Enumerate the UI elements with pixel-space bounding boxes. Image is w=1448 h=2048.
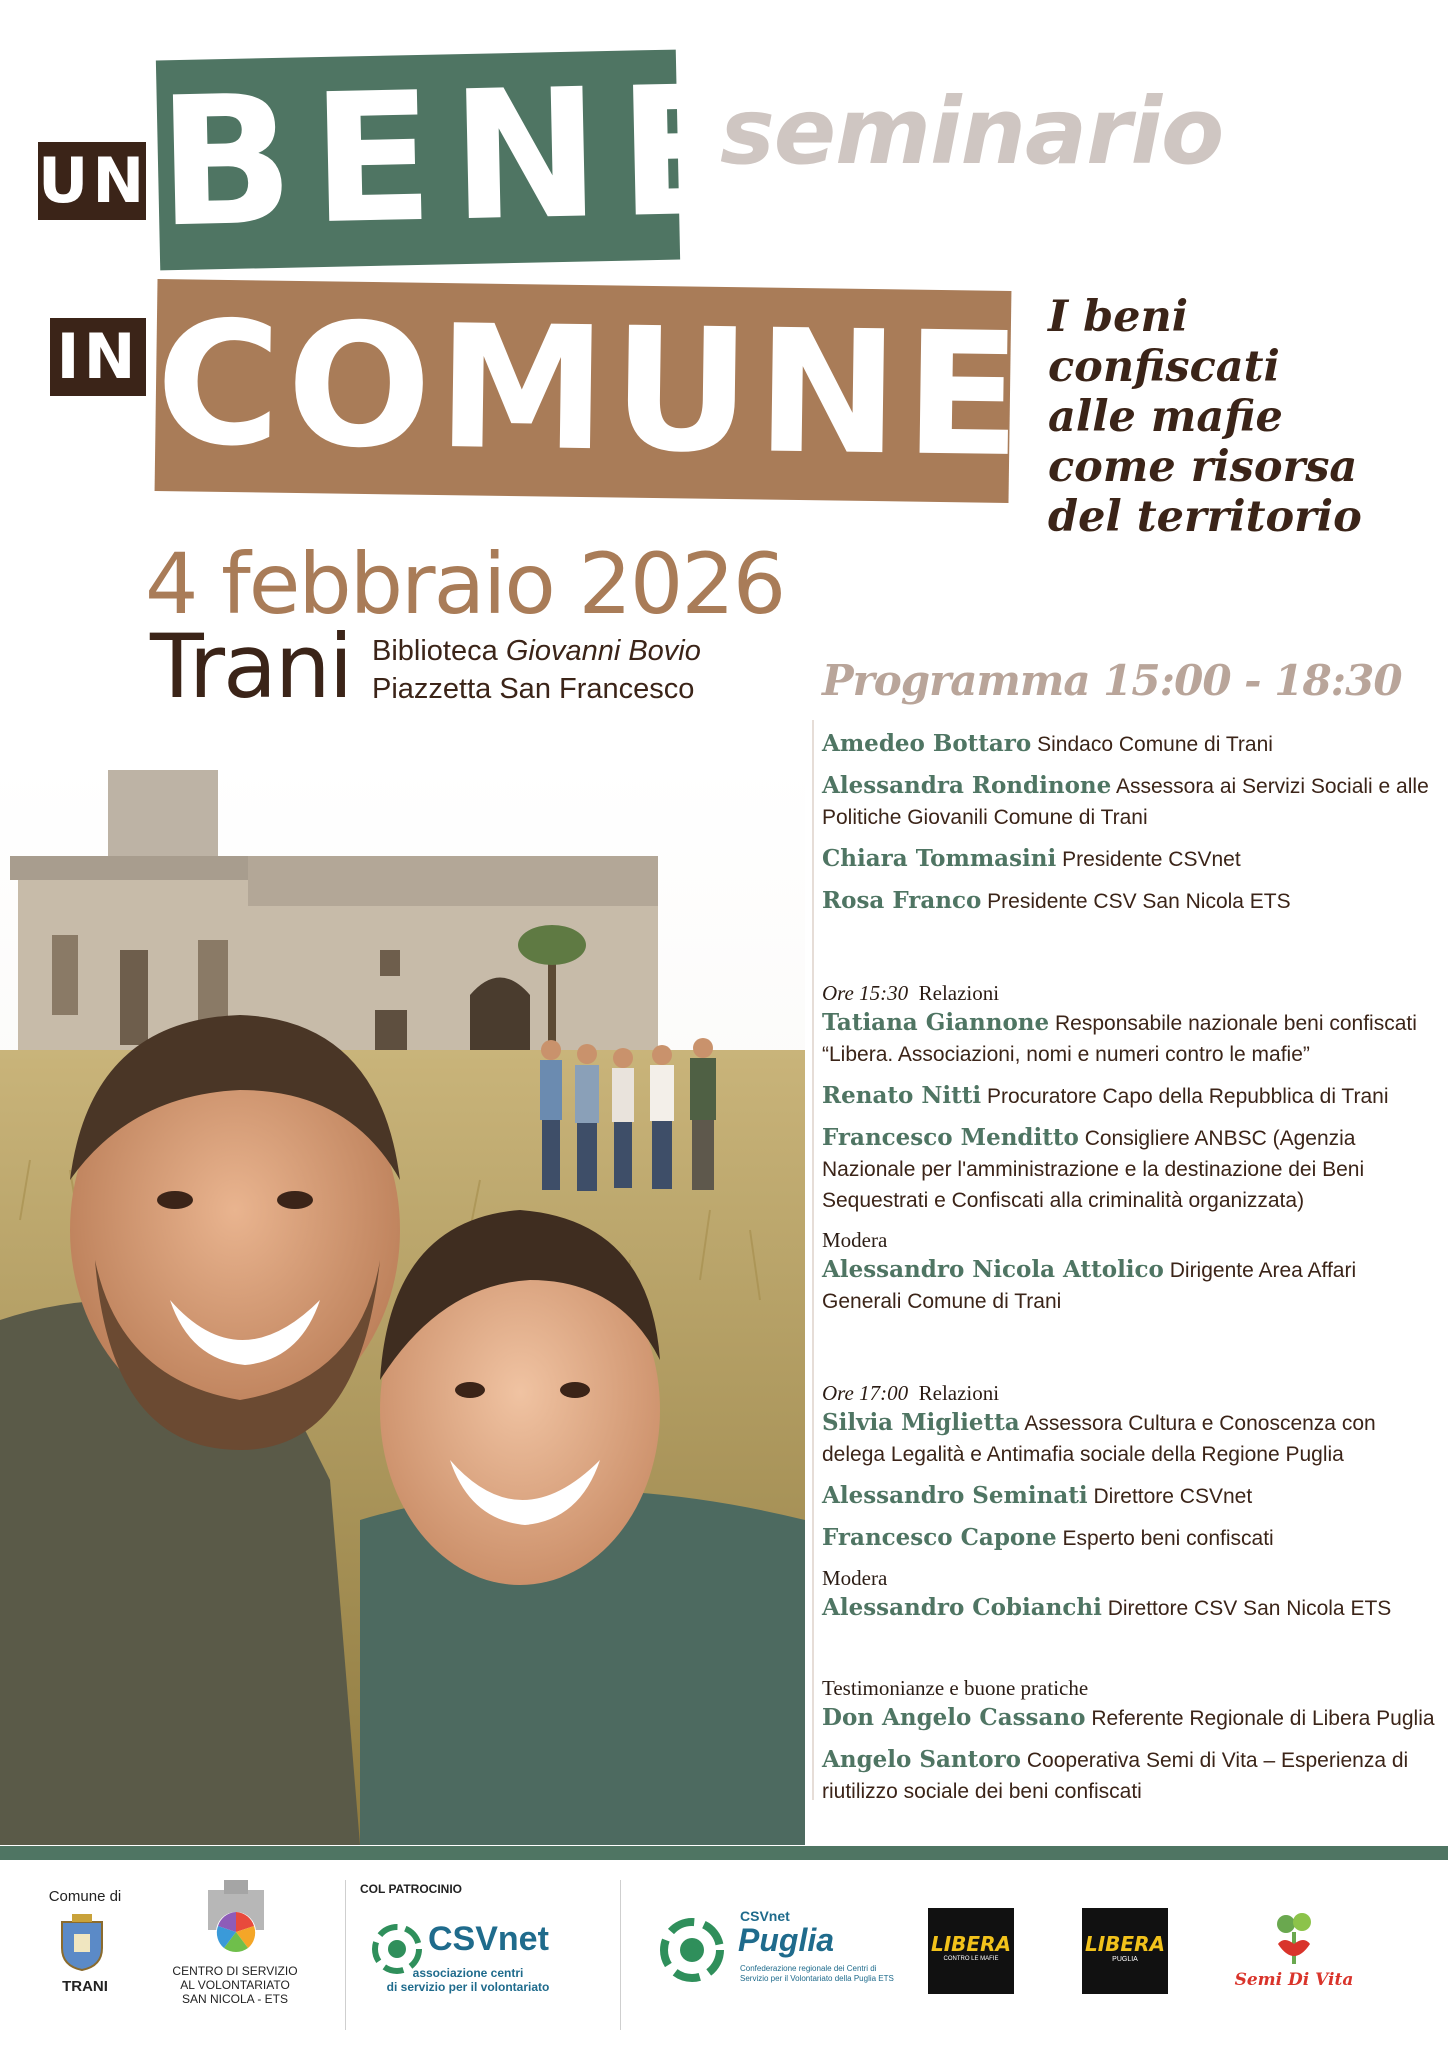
libera-puglia-logo-text: LIBERA [1085,1932,1165,1956]
speaker-entry [822,1480,1437,1512]
session-label: Relazioni [918,1381,1000,1405]
subtitle [1048,292,1428,542]
csvnet-puglia-sub-line: Confederazione regionale dei Centri di [740,1964,877,1973]
csvnet-puglia-subtitle [740,1964,894,1984]
trani-label: TRANI [62,1978,108,1995]
footer-separator [345,1880,346,2030]
title-bene-stamp [155,46,760,271]
moderator-label: Modera [822,1566,888,1590]
speaker-role: Referente Regionale di Libera Puglia [1091,1707,1435,1730]
libera-puglia-logo-sub: PUGLIA [1112,1956,1138,1963]
speaker-entry [822,1744,1437,1807]
title-comune: COMUNE [154,285,1029,496]
speaker-entry [822,1122,1437,1216]
speaker-entry [822,1080,1437,1112]
csv-line: SAN NICOLA - ETS [181,1992,289,2006]
title-bene: BENE [155,46,760,267]
seminario-label: seminario [720,78,1224,185]
program-divider [812,720,814,1800]
speaker-name: Renato Nitti [822,1082,982,1109]
session-label: Relazioni [918,981,1000,1005]
speaker-name: Angelo Santoro [822,1746,1022,1773]
speaker-name: Tatiana Giannone [822,1009,1050,1036]
semi-di-vita-text: Semi Di Vita [1234,1970,1354,1990]
csvnet-puglia-name: Puglia [738,1922,835,1958]
event-city: Trani [150,615,352,718]
speaker-name: Francesco Capone [822,1524,1057,1551]
speaker-entry [822,1407,1437,1470]
csv-line: AL VOLONTARIATO [180,1978,290,1992]
speaker-role: Direttore CSVnet [1093,1485,1253,1508]
speaker-role: Dirigente Area Affari Generali Comune di Trani [822,1259,1357,1313]
libera-logo [928,1908,1014,1994]
csvnet-sub-line: associazione centri [412,1966,524,1980]
csvnet-subtitle [368,1966,568,1994]
session-heading [822,979,1437,1007]
venue-name: Giovanni Bovio [505,635,701,667]
speaker-entry [822,1702,1437,1734]
speaker-name: Amedeo Bottaro [822,730,1032,757]
speaker-role: Responsabile nazionale beni confiscati “Libera. Associazioni, nomi e numeri contro le mafie” [822,1012,1417,1066]
session-time: Ore 15:30 [822,981,909,1005]
session-time: Ore 17:00 [822,1381,909,1405]
event-venue [372,632,701,708]
moderator-entry [822,1592,1437,1624]
session-heading [822,1379,1437,1407]
speaker-name: Francesco Menditto [822,1124,1079,1151]
csv-line: CENTRO DI SERVIZIO [172,1964,298,1978]
speaker-name: Alessandro Seminati [822,1482,1088,1509]
speaker-entry [822,1522,1437,1554]
speaker-entry [822,1007,1437,1070]
csvnet-puglia-top: CSVnet [740,1908,790,1924]
speaker-role: Assessora Cultura e Conoscenza con delega Legalità e Antimafia sociale della Regione Puglia [822,1412,1376,1466]
speaker-name: Rosa Franco [822,887,982,914]
moderator-entry [822,1254,1437,1317]
event-date: 4 febbraio 2026 [145,535,785,633]
speaker-name: Chiara Tommasini [822,845,1057,872]
house-tower [108,770,218,860]
speaker-entry [822,770,1437,833]
speaker-entry [822,885,1437,917]
program-title: Programma 15:00 - 18:30 [822,656,1402,705]
libera-logo-sub: CONTRO LE MAFIE [943,1956,999,1962]
subtitle-line: come risorsa [1048,442,1358,492]
patrocinio-label: COL PATROCINIO [360,1882,462,1896]
speaker-role: Assessora ai Servizi Sociali e alle Politiche Giovanili Comune di Trani [822,775,1429,829]
subtitle-line: confiscati [1048,342,1280,392]
speaker-role: Cooperativa Semi di Vita – Esperienza di riutilizzo sociale dei beni confiscati [822,1749,1409,1803]
speaker-role: Procuratore Capo della Repubblica di Trani [986,1085,1389,1108]
speaker-entry [822,728,1437,760]
title-un: UN [38,144,149,217]
libera-puglia-logo [1082,1908,1168,1994]
speaker-name: Alessandra Rondinone [822,772,1112,799]
speaker-role: Presidente CSV San Nicola ETS [987,890,1291,913]
speaker-name: Alessandro Cobianchi [822,1594,1102,1621]
speaker-role: Consigliere ANBSC (Agenzia Nazionale per l'amministrazione e la destinazione dei Beni Sequestrati e Confiscati alla criminalità organizzata) [822,1127,1365,1212]
title-in: IN [56,320,140,393]
testimonies-label: Testimonianze e buone pratiche [822,1676,1089,1700]
speaker-name: Don Angelo Cassano [822,1704,1086,1731]
libera-logo-text: LIBERA [931,1932,1011,1956]
speaker-role: Direttore CSV San Nicola ETS [1107,1597,1392,1620]
title-un-stamp [38,142,149,220]
csvnet-puglia-sub-line: Servizio per il Volontariato della Puglia ETS [740,1974,894,1983]
moderator-label: Modera [822,1228,888,1252]
comune-label: Comune di [48,1888,122,1905]
subtitle-line: I beni [1048,292,1189,342]
speaker-name: Alessandro Nicola Attolico [822,1256,1164,1283]
venue-address: Piazzetta San Francesco [372,673,695,705]
subtitle-line: del territorio [1048,492,1362,542]
speaker-entry [822,843,1437,875]
csvnet-sub-line: di servizio per il volontariato [386,1980,550,1994]
hero-photo [0,760,805,1845]
program-list [822,720,1437,1817]
speaker-role: Sindaco Comune di Trani [1037,733,1273,756]
footer-separator [620,1880,621,2030]
speaker-role: Esperto beni confiscati [1062,1527,1274,1550]
csv-san-nicola-name [160,1964,310,2006]
csv-san-nicola-logo-icon [196,1880,276,1954]
title-in-stamp [50,318,146,396]
speaker-name: Silvia Miglietta [822,1409,1020,1436]
title-comune-stamp [154,279,1029,503]
csvnet-logo-text: CSVnet [428,1920,549,1958]
footer-logos [0,1860,1448,2048]
subtitle-line: alle mafie [1048,392,1283,442]
csvnet-puglia-swirl-icon [658,1916,726,1984]
semi-di-vita-logo-icon [1268,1908,1320,1966]
speaker-role: Presidente CSVnet [1062,848,1241,871]
venue-prefix: Biblioteca [372,635,498,667]
trani-crest-icon [58,1912,106,1972]
footer-accent-bar [0,1846,1448,1860]
hero-photo-illustration [0,760,805,1845]
